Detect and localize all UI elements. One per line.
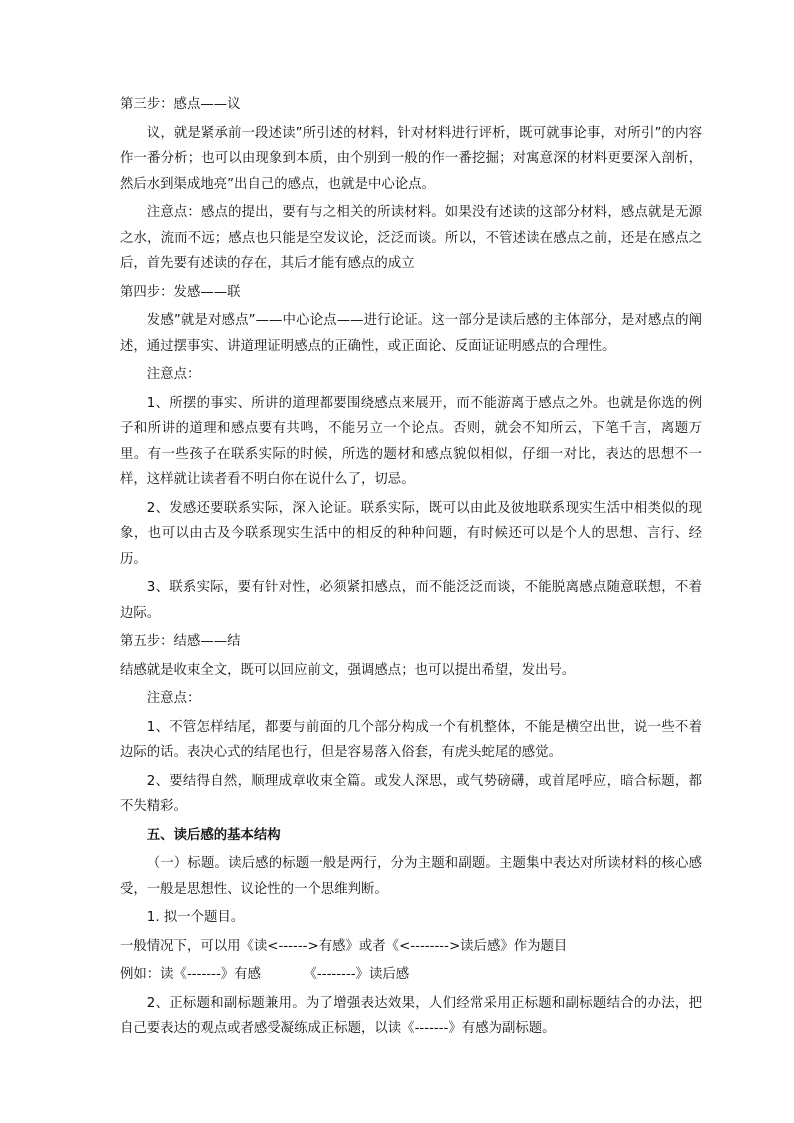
title-item-1: 1. 拟一个题目。 xyxy=(146,910,245,925)
step4-note-label: 注意点： xyxy=(146,367,201,382)
step4-note-3: 3、联系实际，要有针对性，必须紧扣感点，而不能泛泛而谈，不能脱离感点随意联想，不着边际。 xyxy=(120,580,702,621)
step4-description: 发感”就是对感点”——中心论点——进行论证。这一部分是读后感的主体部分，是对感点的阐述，通过摆事实、讲道理证明感点的正确性，或正面论、反面证证明感点的合理性。 xyxy=(120,313,702,354)
step4-note-1: 1、所摆的事实、所讲的道理都要围绕感点来展开，而不能游离于感点之外。也就是你选的例子和所讲的道理和感点要有共鸣，不能另立一个论点。否则，就会不知所云，下笔千言，离题万里。有一些孩子在联系实际的时候，所选的题材和感点貌似相似，仔细一对比，表达的思想不一样，这样就让读者看不明白你在说什么了，切忌。 xyxy=(120,395,702,487)
title-item-2: 2、正标题和副标题兼用。为了增强表达效果，人们经常采用正标题和副标题结合的办法，把自己要表达的观点或者感受凝练成正标题，以读《-------》有感为副标题。 xyxy=(120,995,702,1036)
step5-description: 结感就是收束全文，既可以回应前文，强调感点；也可以提出希望，发出号。 xyxy=(120,662,576,678)
section5-heading: 五、读后感的基本结构 xyxy=(146,827,281,843)
title-format-text: 一般情况下，可以用《读<------>有感》或者《<-------->读后感》作为题目 xyxy=(120,938,568,954)
step3-heading: 第三步：感点——议 xyxy=(120,97,241,112)
step4-note-2: 2、发感还要联系实际，深入论证。联系实际，既可以由此及彼地联系现实生活中相类似的现象，也可以由古及今联系现实生活中的相反的种种问题，有时候还可以是个人的思想、言行、经历。 xyxy=(120,500,702,567)
step5-note-1: 1、不管怎样结尾，都要与前面的几个部分构成一个有机整体，不能是横空出世，说一些不着边际的话。表决心式的结尾也行，但是容易落入俗套，有虎头蛇尾的感觉。 xyxy=(120,719,702,760)
title-format-line xyxy=(120,934,702,960)
step3-description: 议，就是紧承前一段述读”所引述的材料，针对材料进行评析，既可就事论事，对所引”的内容作一番分析；也可以由现象到本质，由个别到一般的作一番挖掘；对寓意深的材料更要深入剖析，然后水到渠成地亮”出自己的感点，也就是中心论点。 xyxy=(120,125,702,192)
step4-heading: 第四步：发感——联 xyxy=(120,284,241,300)
document-page xyxy=(120,92,702,1045)
step5-note-2: 2、要结得自然，顺理成章收束全篇。或发人深思，或气势磅礴，或首尾呼应，暗合标题，都不失精彩。 xyxy=(120,773,702,814)
title-structure-description: （一）标题。读后感的标题一般是两行，分为主题和副题。主题集中表达对所读材料的核心感受，一般是思想性、议论性的一个思维判断。 xyxy=(120,856,702,897)
step5-heading: 第五步：结感——结 xyxy=(120,634,241,649)
title-example-text: 例如：读《-------》有感 《--------》读后感 xyxy=(120,967,410,982)
title-example-line xyxy=(120,962,702,988)
step3-note: 注意点：感点的提出，要有与之相关的所读材料。如果没有述读的这部分材料，感点就是无源之水，流而不远；感点也只能是空发议论，泛泛而谈。所以，不管述读在感点之前，还是在感点之后，首先要有述读的存在，其后才能有感点的成立 xyxy=(120,205,702,271)
step5-note-label: 注意点： xyxy=(146,691,201,706)
